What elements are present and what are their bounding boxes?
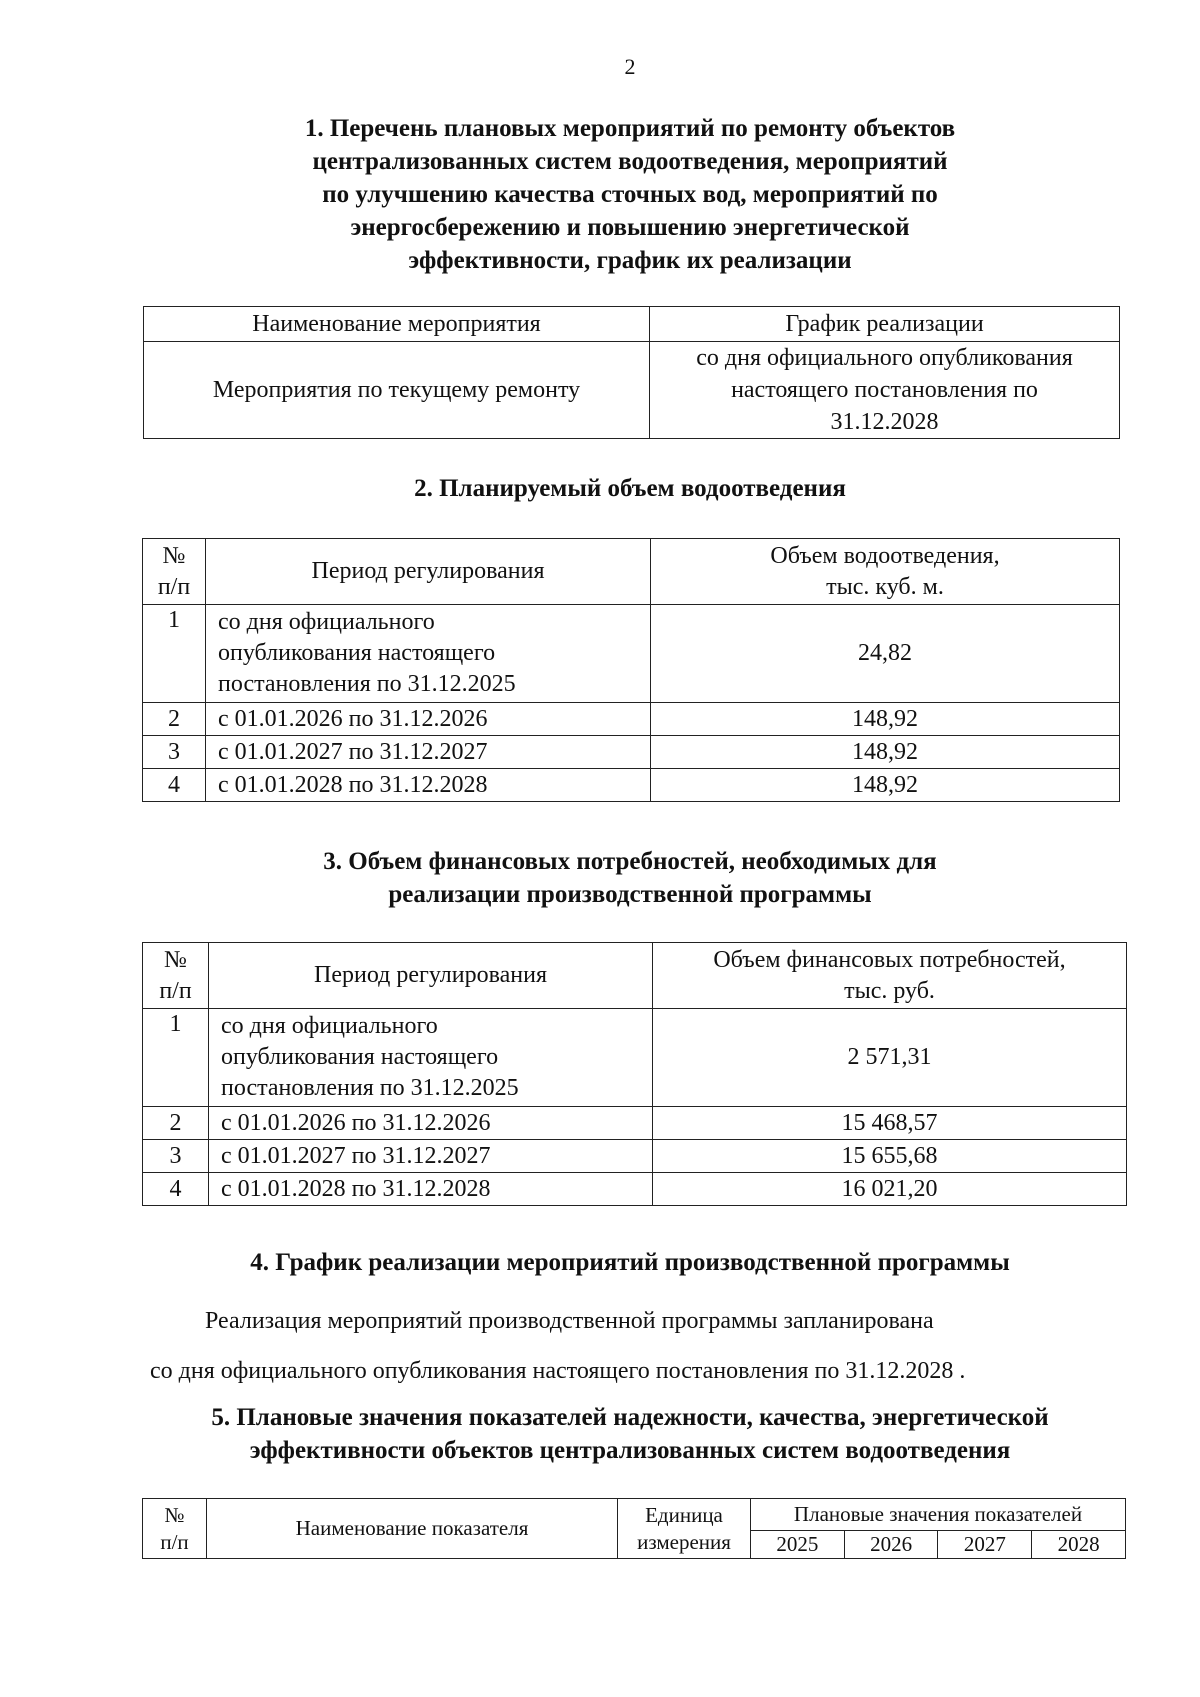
header-year-2026: 2026	[844, 1531, 938, 1559]
table-row	[143, 1009, 1127, 1107]
row-value: 15 468,57	[653, 1107, 1127, 1140]
table-row	[143, 1173, 1127, 1206]
table-header-row	[143, 1499, 1126, 1531]
section1-title: 1. Перечень плановых мероприятий по ремонту объектов централизованных систем водоотведения, мероприятий по улучшению качества сточных вод, мероприятий по энергосбережению и повышению энергетической эффективности, график их реализации	[304, 115, 956, 274]
activities-table	[143, 306, 1120, 439]
wastewater-volume-table	[142, 538, 1120, 802]
header-period: Период регулирования	[209, 943, 653, 1009]
table-row	[144, 342, 1120, 439]
header-period: Период регулирования	[206, 539, 651, 605]
row-number: 2	[143, 1107, 209, 1140]
row-number: 3	[143, 1140, 209, 1173]
section3-title: 3. Объем финансовых потребностей, необходимых для реализации производственной программы	[323, 848, 937, 908]
activity-schedule: со дня официального опубликования настоящего постановления по 31.12.2028	[650, 342, 1120, 439]
table-header-row	[143, 943, 1127, 1009]
header-financial-volume: Объем финансовых потребностей, тыс. руб.	[653, 943, 1127, 1009]
header-planned-values: Плановые значения показателей	[751, 1499, 1126, 1531]
row-period: с 01.01.2027 по 31.12.2027	[206, 736, 651, 769]
row-value: 2 571,31	[653, 1009, 1127, 1107]
row-number: 4	[143, 1173, 209, 1206]
header-number: № п/п	[143, 1499, 207, 1559]
table-row	[143, 703, 1120, 736]
row-value: 16 021,20	[653, 1173, 1127, 1206]
row-number: 1	[143, 605, 206, 703]
row-period: с 01.01.2028 по 31.12.2028	[206, 769, 651, 802]
header-schedule: График реализации	[650, 307, 1120, 342]
table-row	[143, 1107, 1127, 1140]
table-row	[143, 605, 1120, 703]
header-unit: Единица измерения	[618, 1499, 751, 1559]
header-year-2027: 2027	[938, 1531, 1032, 1559]
row-value: 148,92	[651, 736, 1120, 769]
header-year-2025: 2025	[751, 1531, 845, 1559]
section4-title: 4. График реализации мероприятий производственной программы	[250, 1249, 1010, 1276]
header-volume: Объем водоотведения, тыс. куб. м.	[651, 539, 1120, 605]
row-period: с 01.01.2026 по 31.12.2026	[206, 703, 651, 736]
row-value: 148,92	[651, 703, 1120, 736]
row-period: с 01.01.2027 по 31.12.2027	[209, 1140, 653, 1173]
row-period: со дня официального опубликования настоящего постановления по 31.12.2025	[206, 605, 651, 703]
section4-paragraph-line-1: Реализация мероприятий производственной программы запланирована	[205, 1308, 934, 1334]
table-row	[143, 736, 1120, 769]
row-number: 4	[143, 769, 206, 802]
header-indicator-name: Наименование показателя	[207, 1499, 618, 1559]
row-value: 24,82	[651, 605, 1120, 703]
table-header-row	[144, 307, 1120, 342]
section5-title: 5. Плановые значения показателей надежности, качества, энергетической эффективности объектов централизованных систем водоотведения	[211, 1404, 1049, 1464]
header-activity-name: Наименование мероприятия	[144, 307, 650, 342]
table-row	[143, 769, 1120, 802]
page-number: 2	[624, 54, 636, 79]
row-value: 148,92	[651, 769, 1120, 802]
table-row	[143, 1140, 1127, 1173]
section2-title: 2. Планируемый объем водоотведения	[414, 475, 846, 502]
financial-needs-table	[142, 942, 1127, 1206]
row-value: 15 655,68	[653, 1140, 1127, 1173]
header-year-2028: 2028	[1032, 1531, 1126, 1559]
row-period: с 01.01.2026 по 31.12.2026	[209, 1107, 653, 1140]
activity-name: Мероприятия по текущему ремонту	[144, 342, 650, 439]
header-number: № п/п	[143, 539, 206, 605]
row-period: с 01.01.2028 по 31.12.2028	[209, 1173, 653, 1206]
section4-paragraph-line-2: со дня официального опубликования настоящего постановления по 31.12.2028 .	[150, 1358, 966, 1384]
table-header-row	[143, 539, 1120, 605]
indicators-table	[142, 1498, 1126, 1559]
header-number: № п/п	[143, 943, 209, 1009]
row-period: со дня официального опубликования настоящего постановления по 31.12.2025	[209, 1009, 653, 1107]
row-number: 3	[143, 736, 206, 769]
row-number: 1	[143, 1009, 209, 1107]
row-number: 2	[143, 703, 206, 736]
